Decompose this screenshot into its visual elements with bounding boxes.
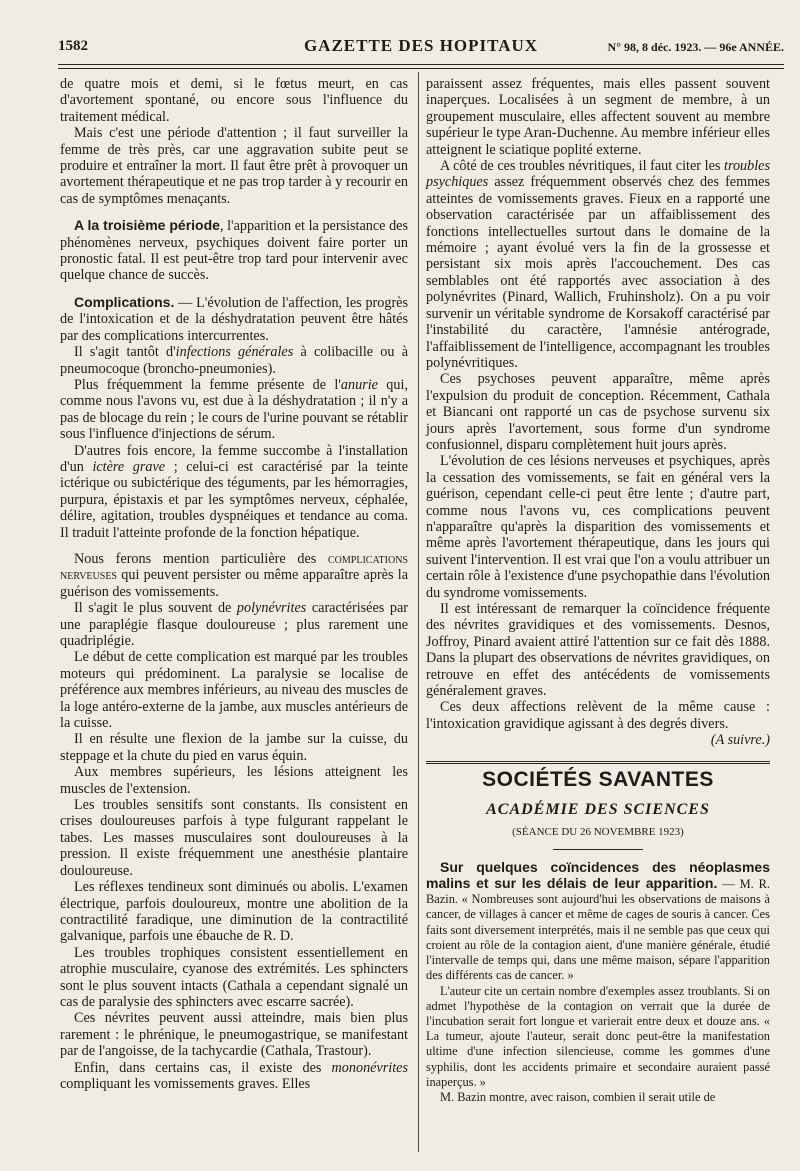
paragraph: Ces névrites peuvent aussi atteindre, mais bien plus rarement : le phrénique, le pneumogastrique, se manifestant par de l'angoisse, de la tachycardie (Cathala, Trastour). bbox=[60, 1010, 408, 1060]
paragraph bbox=[426, 860, 770, 984]
text-run: Plus fréquemment la femme présente de l' bbox=[74, 376, 341, 393]
page-header bbox=[58, 34, 784, 62]
spacer bbox=[60, 541, 408, 551]
paragraph bbox=[60, 344, 408, 377]
paragraph bbox=[60, 1060, 408, 1093]
emphasis: troubles psychiques bbox=[426, 158, 770, 191]
right-column bbox=[426, 76, 770, 1105]
paragraph: L'auteur cite un certain nombre d'exemples assez troublants. Si on admet l'hypothèse de la contagion on verrait que la durée de l'incubation serait fort longue et varierait entre deux et douze ans. « La tumeur, ajoute l'auteur, serait donc peut-être la manifestation ultime d'une infection silencieuse, comme les gommes d'une syphilis, dont les accidents primaire et secondaire auraient passé inaperçus. » bbox=[426, 983, 770, 1089]
paragraph: Aux membres supérieurs, les lésions atteignent les muscles de l'extension. bbox=[60, 764, 408, 797]
column-divider bbox=[418, 72, 419, 1152]
paragraph bbox=[60, 294, 408, 344]
paragraph bbox=[60, 551, 408, 600]
small-caps-term: complications nerveuses bbox=[60, 550, 408, 584]
text-run: assez fréquemment observés chez des femmes atteintes de vomissements graves. Fieux en a rapporté une observation caractérisée par un affaiblissement des fonctions intellectuelles surtout dans le domaine de la mémoire ; ayant évolué vers la fin de la grossesse et persistant six mois après l'accouchement. Des cas semblables ont été rapportés avec association à des polynévrites (Pinard, Wallich, Fruhinsholz). On a pu voir survenir un véritable syndrome de Korsakoff caractérisé par l'instabilité du caractère, l'amnésie antérograde, l'affaiblissement de l'intelligence, accompagnant les troubles polynévritiques. bbox=[426, 174, 770, 371]
journal-title: GAZETTE DES HOPITAUX bbox=[303, 36, 539, 55]
paragraph: paraissent assez fréquentes, mais elles passent souvent inaperçues. Localisées à un segment de membre, à un groupement musculaire, elles affectent souvent au membre supérieur le type Aran-Duchenne. Au membre inférieur elles atteignent le sciatique poplité externe. bbox=[426, 76, 770, 158]
spacer bbox=[60, 207, 408, 217]
text-run: compliquant les vomissements graves. Elles bbox=[60, 1075, 311, 1092]
text-run: Nous ferons mention particulière des bbox=[74, 550, 328, 567]
text-run: ; celui-ci est caractérisé par la teinte ictérique ou subictérique des téguments, par les hémorragies, purpura, épistaxis et par les symptômes nerveux, céphalée, délire, agitation, troubles dyspnéiques et tendance au coma. Il traduit l'atteinte profonde de la fonction hépatique. bbox=[60, 458, 408, 541]
paragraph-text: , l'apparition et la persistance des phénomènes nerveux, psychiques doivent faire porter un pronostic fatal. Il est peut-être trop tard pour intervenir avec quelque chance de succès. bbox=[60, 218, 408, 284]
paragraph bbox=[426, 699, 770, 749]
text-run: Il s'agit tantôt d' bbox=[74, 344, 176, 361]
left-column bbox=[60, 76, 408, 1092]
paragraph: Les réflexes tendineux sont diminués ou abolis. L'examen électrique, parfois douloureux, montre une abolition de la contractilité faradique, une diminution de la contractilité galvanique, parfois une ébauche de R. D. bbox=[60, 879, 408, 945]
text-run: Il s'agit le plus souvent de bbox=[74, 600, 237, 617]
page-number: 1582 bbox=[58, 38, 88, 54]
paragraph bbox=[60, 217, 408, 284]
paragraph: Il en résulte une flexion de la jambe sur la cuisse, du steppage et la chute du pied en varus équin. bbox=[60, 731, 408, 764]
paragraph: Mais c'est une période d'attention ; il faut surveiller la femme de très près, car une aggravation subite peut se produire et entraîner la mort. Il faut être prêt à provoquer un avortement thérapeutique et ne pas trop tarder à y recourir en cas de symptômes menaçants. bbox=[60, 125, 408, 207]
text-run: à colibacille ou à pneumocoque (broncho-pneumonies). bbox=[60, 344, 408, 377]
emphasis: ictère grave bbox=[92, 458, 166, 475]
text-run: qui peuvent persister ou même apparaître après la guérison des vomissements. bbox=[60, 567, 408, 600]
paragraph: Il est intéressant de remarquer la coïncidence fréquente des névrites gravidiques et des vomissements. Desnos, Joffroy, Pinard avaient attiré l'attention sur ce fait dès 1888. Dans la plupart des observations de névrites gravidiques, on retrouve en effet des antécédents de vomissements généralement graves. bbox=[426, 601, 770, 700]
section-separator bbox=[426, 761, 770, 764]
section-title: SOCIÉTÉS SAVANTES bbox=[482, 767, 714, 791]
sitting-date: (SÉANCE DU 26 NOVEMBRE 1923) bbox=[512, 826, 684, 839]
header-rule-2 bbox=[58, 68, 784, 69]
paragraph-text: — M. R. Bazin. « Nombreuses sont aujourd'hui les observations de maisons à cancer, de villages à cancer et même de cages de souris à cancer. Ces faits sont diversement interprétés, mais il ne semble pas que ceux qui croient au rôle de la contagion aient, d'une manière générale, étudié l'intervalle de temps qui, dans une même maison, sépare l'apparition des différents cas de cancer. » bbox=[426, 877, 770, 983]
section-heading: Complications. bbox=[74, 293, 175, 310]
paragraph bbox=[60, 377, 408, 443]
text-run: caractérisées par une paraplégie flasque douloureuse ; plus rarement une quadriplégie. bbox=[60, 600, 408, 649]
paragraph-text: — L'évolution de l'affection, les progrès de l'intoxication et de la déshydratation peuvent être hâtés par des complications intercurrentes. bbox=[60, 294, 408, 344]
short-rule bbox=[553, 849, 643, 850]
spacer bbox=[60, 284, 408, 294]
emphasis: mononévrites bbox=[331, 1059, 408, 1076]
paragraph: Les troubles trophiques consistent essentiellement en atrophie musculaire, cyanose des extrémités. Les sphincters sont le plus souvent intacts (Cathala a cependant signalé un cas de paralysie des sphincters avec escarre sacrée). bbox=[60, 944, 408, 1010]
emphasis: polynévrites bbox=[236, 600, 307, 617]
paragraph: Ces psychoses peuvent apparaître, même après l'expulsion du produit de conception. Récemment, Cathala et Biancani ont rapporté un cas de psychose survenu six jours après l'avortement, sous forme d'un syndrome confusionnel, disparu complètement huit jours après. bbox=[426, 371, 770, 453]
article-title: Sur quelques coïncidences des néoplasmes malins et sur les délais de leur apparition. bbox=[426, 858, 770, 892]
paragraph: de quatre mois et demi, si le fœtus meurt, en cas d'avortement spontané, ou encore sous l'influence du traitement médical. bbox=[60, 76, 408, 125]
header-rule bbox=[58, 64, 784, 65]
emphasis: infections générales bbox=[175, 344, 294, 361]
paragraph-lead: A la troisième période bbox=[74, 217, 220, 234]
academy-heading: ACADÉMIE DES SCIENCES bbox=[486, 801, 710, 819]
text-run: qui, comme nous l'avons vu, est due à la déshydratation ; il n'y a pas de blocage du rein ; le cours de l'urine pouvant se rétablir sous l'influence d'injections de sérum. bbox=[60, 376, 408, 443]
text-run: D'autres fois encore, la femme succombe à l'installation d'un bbox=[60, 442, 408, 475]
issue-info: N° 98, 8 déc. 1923. — 96e ANNÉE. bbox=[607, 40, 784, 54]
paragraph bbox=[426, 158, 770, 371]
paragraph: L'évolution de ces lésions nerveuses et psychiques, après la cessation des vomissements, se fait en général vers la guérison, cependant celle-ci peut être lente ; d'autre part, comme nous l'avons vu, ces complications peuvent n'apparaître qu'après la disparition des vomissements et même après l'avortement thérapeutique, dans les jours qui suivent l'intervention. Il est vrai que l'on a voulu attribuer un certain rôle à l'existence d'une psychopathie dans l'évolution du syndrome vomissements. bbox=[426, 453, 770, 601]
to-be-continued: (A suivre.) bbox=[710, 732, 770, 749]
text-run: Enfin, dans certains cas, il existe des bbox=[74, 1059, 332, 1076]
paragraph bbox=[60, 443, 408, 541]
paragraph bbox=[60, 600, 408, 649]
emphasis: anurie bbox=[340, 376, 378, 393]
paragraph: Les troubles sensitifs sont constants. Ils consistent en crises douloureuses parfois à type fulgurant rappelant le tabes. Les masses musculaires sont douloureuses à la pression. Il existe fréquemment une anesthésie plantaire douloureuse. bbox=[60, 797, 408, 879]
paragraph: Le début de cette complication est marqué par les troubles moteurs qui prédominent. La paralysie se localise de préférence aux membres inférieurs, au niveau des muscles de la loge antéro-externe de la jambe, aux muscles antérieurs de la cuisse. bbox=[60, 649, 408, 732]
text-run: Ces deux affections relèvent de la même cause : l'intoxication gravidique agissant à des degrés divers. bbox=[426, 699, 770, 732]
paragraph: M. Bazin montre, avec raison, combien il serait utile de bbox=[440, 1089, 716, 1104]
text-run: A côté de ces troubles névritiques, il faut citer les bbox=[440, 158, 725, 175]
